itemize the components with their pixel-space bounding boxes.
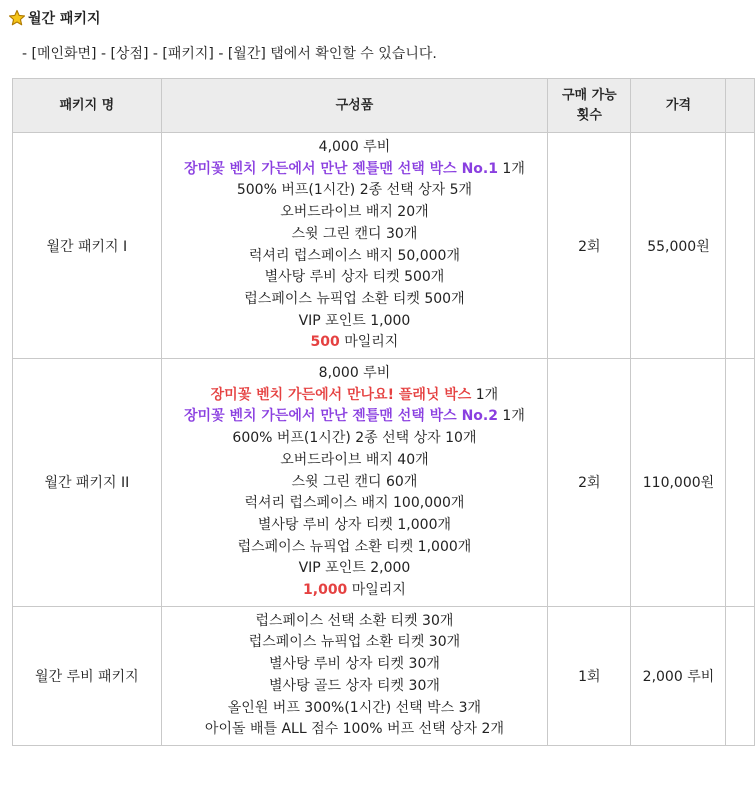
table-row bbox=[13, 359, 755, 607]
content-item-text: 럽스페이스 뉴픽업 소환 티켓 1,000개 bbox=[237, 538, 472, 555]
content-item bbox=[162, 159, 548, 181]
content-item-text: 600% 버프(1시간) 2종 선택 상자 10개 bbox=[232, 430, 477, 447]
content-item bbox=[162, 515, 548, 537]
purchase-limit: 2회 bbox=[548, 359, 631, 607]
content-item-text: 별사탕 루비 상자 티켓 500개 bbox=[264, 269, 445, 286]
extra-cell bbox=[726, 359, 755, 607]
content-item bbox=[162, 580, 548, 602]
content-item bbox=[162, 698, 548, 720]
navigation-path-text: - [메인화면] - [상점] - [패키지] - [월간] 탭에서 확인할 수 있습니다. bbox=[22, 46, 437, 62]
content-item bbox=[162, 137, 548, 159]
section-title: 월간 패키지 bbox=[28, 11, 101, 27]
content-item-text: 1개 bbox=[471, 386, 499, 403]
content-item bbox=[162, 558, 548, 580]
content-item-text: 럭셔리 럽스페이스 배지 50,000개 bbox=[248, 247, 460, 264]
package-contents bbox=[161, 359, 548, 607]
content-item bbox=[162, 363, 548, 385]
section-header bbox=[8, 8, 101, 28]
content-item-text: 럽스페이스 선택 소환 티켓 30개 bbox=[255, 612, 454, 629]
content-item bbox=[162, 632, 548, 654]
content-item bbox=[162, 224, 548, 246]
content-item bbox=[162, 472, 548, 494]
content-item-text: 오버드라이브 배지 20개 bbox=[280, 204, 429, 221]
content-item-text: 마일리지 bbox=[339, 334, 399, 351]
package-price: 2,000 루비 bbox=[631, 606, 726, 745]
content-item-highlight: 장미꽃 벤치 가든에서 만난 젠틀맨 선택 박스 No.2 bbox=[184, 408, 498, 425]
content-item-highlight: 500 bbox=[310, 334, 340, 351]
content-item-text: 럽스페이스 뉴픽업 소환 티켓 500개 bbox=[244, 290, 465, 307]
content-item-text: 500% 버프(1시간) 2종 선택 상자 5개 bbox=[236, 182, 473, 199]
content-item bbox=[162, 385, 548, 407]
package-price: 110,000원 bbox=[631, 359, 726, 607]
header-purchase-limit: 구매 가능 횟수 bbox=[548, 79, 631, 133]
content-item bbox=[162, 311, 548, 333]
content-item bbox=[162, 332, 548, 354]
table-row bbox=[13, 133, 755, 359]
content-item-text: 별사탕 골드 상자 티켓 30개 bbox=[269, 677, 440, 694]
header-price: 가격 bbox=[631, 79, 726, 133]
extra-cell bbox=[726, 133, 755, 359]
content-item-text: 마일리지 bbox=[347, 582, 406, 599]
content-item-highlight: 장미꽃 벤치 가든에서 만난 젠틀맨 선택 박스 No.1 bbox=[184, 160, 498, 177]
purchase-limit: 2회 bbox=[548, 133, 631, 359]
content-item-text: 8,000 루비 bbox=[318, 365, 391, 382]
content-item bbox=[162, 406, 548, 428]
content-item-text: 4,000 루비 bbox=[318, 139, 391, 155]
extra-cell bbox=[726, 606, 755, 745]
star-icon bbox=[8, 9, 26, 27]
content-item-highlight: 1,000 bbox=[303, 582, 348, 599]
content-item-text: 1개 bbox=[497, 160, 525, 177]
content-item bbox=[162, 202, 548, 224]
content-item bbox=[162, 611, 548, 633]
content-item-text: 별사탕 루비 상자 티켓 1,000개 bbox=[257, 516, 451, 533]
content-item-highlight: 장미꽃 벤치 가든에서 만나요! 플래닛 박스 bbox=[210, 386, 472, 403]
package-price: 55,000원 bbox=[631, 133, 726, 359]
content-item-text: 아이돌 배틀 ALL 점수 100% 버프 선택 상자 2개 bbox=[204, 721, 504, 738]
content-item-text: 올인원 버프 300%(1시간) 선택 박스 3개 bbox=[227, 699, 482, 716]
content-item bbox=[162, 654, 548, 676]
content-item bbox=[162, 180, 548, 202]
content-item-text: VIP 포인트 2,000 bbox=[298, 560, 411, 577]
package-name: 월간 패키지 II bbox=[13, 359, 162, 607]
package-contents bbox=[161, 606, 548, 745]
content-item bbox=[162, 246, 548, 268]
content-item bbox=[162, 267, 548, 289]
content-item-text: VIP 포인트 1,000 bbox=[298, 312, 411, 329]
content-item-text: 스윗 그린 캔디 30개 bbox=[291, 225, 418, 242]
content-item bbox=[162, 450, 548, 472]
content-item-text: 별사탕 루비 상자 티켓 30개 bbox=[269, 656, 440, 673]
content-item bbox=[162, 493, 548, 515]
content-item-text: 럽스페이스 뉴픽업 소환 티켓 30개 bbox=[248, 634, 461, 651]
table-row bbox=[13, 606, 755, 745]
content-item bbox=[162, 428, 548, 450]
content-item bbox=[162, 676, 548, 698]
package-table bbox=[12, 78, 755, 746]
content-item bbox=[162, 289, 548, 311]
content-item-text: 스윗 그린 캔디 60개 bbox=[291, 473, 418, 490]
header-package-name: 패키지 명 bbox=[13, 79, 162, 133]
content-item-text: 1개 bbox=[497, 408, 525, 425]
package-name: 월간 패키지 I bbox=[13, 133, 162, 359]
header-contents: 구성품 bbox=[161, 79, 548, 133]
package-contents bbox=[161, 133, 548, 359]
table-header-row bbox=[13, 79, 755, 133]
content-item-text: 오버드라이브 배지 40개 bbox=[280, 451, 429, 468]
content-item bbox=[162, 719, 548, 741]
content-item-text: 럭셔리 럽스페이스 배지 100,000개 bbox=[244, 495, 465, 512]
package-name: 월간 루비 패키지 bbox=[13, 606, 162, 745]
header-extra bbox=[726, 79, 755, 133]
purchase-limit: 1회 bbox=[548, 606, 631, 745]
content-item bbox=[162, 537, 548, 559]
